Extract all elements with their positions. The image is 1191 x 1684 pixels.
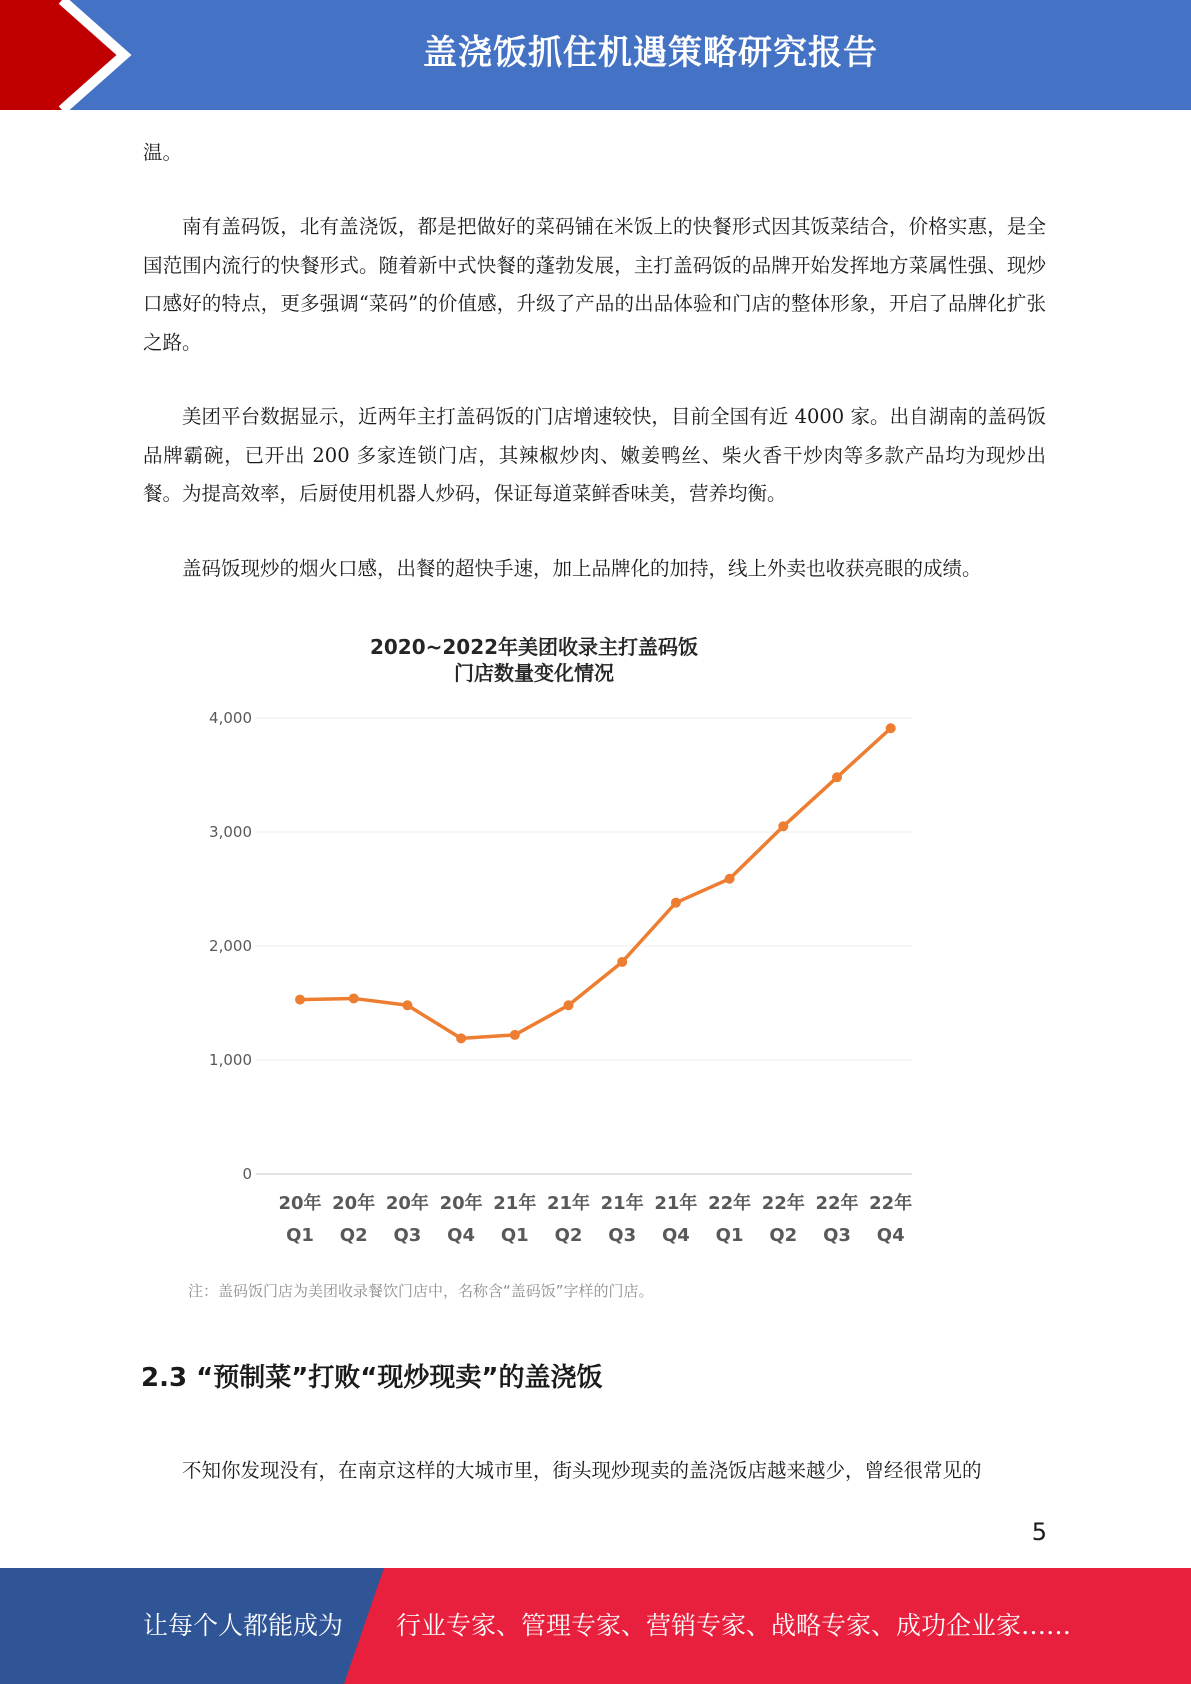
series-line [300, 728, 891, 1038]
paragraph-4: 不知你发现没有，在南京这样的大城市里，街头现炒现卖的盖浇饭店越来越少，曾经很常见的 [182, 1459, 982, 1482]
chart-x-axis [278, 1192, 912, 1246]
y-tick-label: 4,000 [209, 709, 252, 727]
x-tick-label-year: 21年 [600, 1193, 644, 1214]
y-tick-label: 1,000 [209, 1051, 252, 1069]
chart-series [295, 723, 896, 1043]
chart-gridlines [256, 718, 912, 1174]
data-point [617, 957, 627, 967]
x-tick-label-year: 21年 [546, 1193, 591, 1214]
x-tick-label-quarter: Q4 [876, 1225, 905, 1246]
chart-y-axis [209, 709, 252, 1183]
data-point [564, 1000, 574, 1010]
y-tick-label: 0 [242, 1165, 252, 1183]
x-tick-label-year: 22年 [869, 1193, 913, 1214]
x-tick-label-quarter: Q1 [715, 1225, 744, 1246]
data-point [671, 898, 681, 908]
footer-slogan-right: 行业专家、管理专家、营销专家、战略专家、成功企业家…… [396, 1611, 1072, 1640]
x-tick-label-quarter: Q3 [608, 1225, 637, 1246]
chart-title-line-2: 门店数量变化情况 [454, 661, 614, 685]
continued-text: 温。 [143, 141, 183, 164]
paragraph-3: 盖码饭现炒的烟火口感，出餐的超快手速，加上品牌化的加持，线上外卖也收获亮眼的成绩。 [182, 557, 982, 580]
store-count-chart [160, 620, 960, 1320]
data-point [295, 995, 305, 1005]
chart-title-line-1: 2020~2022年美团收录主打盖码饭 [369, 635, 699, 659]
line-chart [160, 620, 960, 1320]
x-tick-label-year: 21年 [493, 1193, 537, 1214]
data-point [456, 1033, 466, 1043]
section-heading: 2.3 “预制菜”打败“现炒现卖”的盖浇饭 [141, 1363, 603, 1393]
x-tick-label-year: 20年 [332, 1193, 376, 1214]
x-tick-label-quarter: Q2 [769, 1225, 798, 1246]
x-tick-label-year: 21年 [654, 1193, 698, 1214]
x-tick-label-year: 22年 [708, 1193, 752, 1214]
header-bar [0, 0, 1191, 110]
x-tick-label-year: 22年 [815, 1193, 859, 1214]
x-tick-label-quarter: Q1 [500, 1225, 529, 1246]
x-tick-label-year: 20年 [278, 1193, 322, 1214]
data-point [725, 874, 735, 884]
x-tick-label-quarter: Q2 [554, 1225, 583, 1246]
x-tick-label-quarter: Q2 [339, 1225, 368, 1246]
data-point [349, 993, 359, 1003]
paragraph-1: 南有盖码饭，北有盖浇饭，都是把做好的菜码铺在米饭上的快餐形式因其饭菜结合，价格实惠，是全国范围内流行的快餐形式。随着新中式快餐的蓬勃发展，主打盖码饭的品牌开始发挥地方菜属性强、现炒口感好的特点，更多强调“菜码”的价值感，升级了产品的出品体验和门店的整体形象，开启了品牌化扩张之路。 [143, 215, 1046, 354]
data-point [778, 821, 788, 831]
x-tick-label-quarter: Q4 [447, 1225, 476, 1246]
page-number: 5 [1031, 1518, 1047, 1546]
data-point [402, 1000, 412, 1010]
footer-slogan-left: 让每个人都能成为 [143, 1611, 344, 1640]
data-point [832, 772, 842, 782]
y-tick-label: 3,000 [209, 823, 252, 841]
chart-note: 注：盖码饭门店为美团收录餐饮门店中，名称含“盖码饭”字样的门店。 [188, 1282, 654, 1300]
x-tick-label-quarter: Q3 [823, 1225, 851, 1246]
paragraph-2: 美团平台数据显示，近两年主打盖码饭的门店增速较快，目前全国有近 4000 家。出自湖南的盖码饭品牌霸碗，已开出 200 多家连锁门店，其辣椒炒肉、嫩姜鸭丝、柴火香干炒肉等多款产品均为现炒出餐。为提高效率，后厨使用机器人炒码，保证每道菜鲜香味美，营养均衡。 [143, 405, 1046, 505]
x-tick-label-quarter: Q1 [286, 1225, 314, 1246]
report-title: 盖浇饭抓住机遇策略研究报告 [423, 33, 878, 73]
x-tick-label-year: 22年 [761, 1193, 805, 1214]
x-tick-label-year: 20年 [439, 1193, 483, 1214]
x-tick-label-quarter: Q4 [661, 1225, 690, 1246]
y-tick-label: 2,000 [209, 937, 252, 955]
x-tick-label-quarter: Q3 [393, 1225, 422, 1246]
x-tick-label-year: 20年 [385, 1193, 429, 1214]
data-point [886, 723, 896, 733]
header-chevron-decoration [0, 0, 150, 110]
footer-banner [0, 1568, 1191, 1684]
data-point [510, 1030, 520, 1040]
